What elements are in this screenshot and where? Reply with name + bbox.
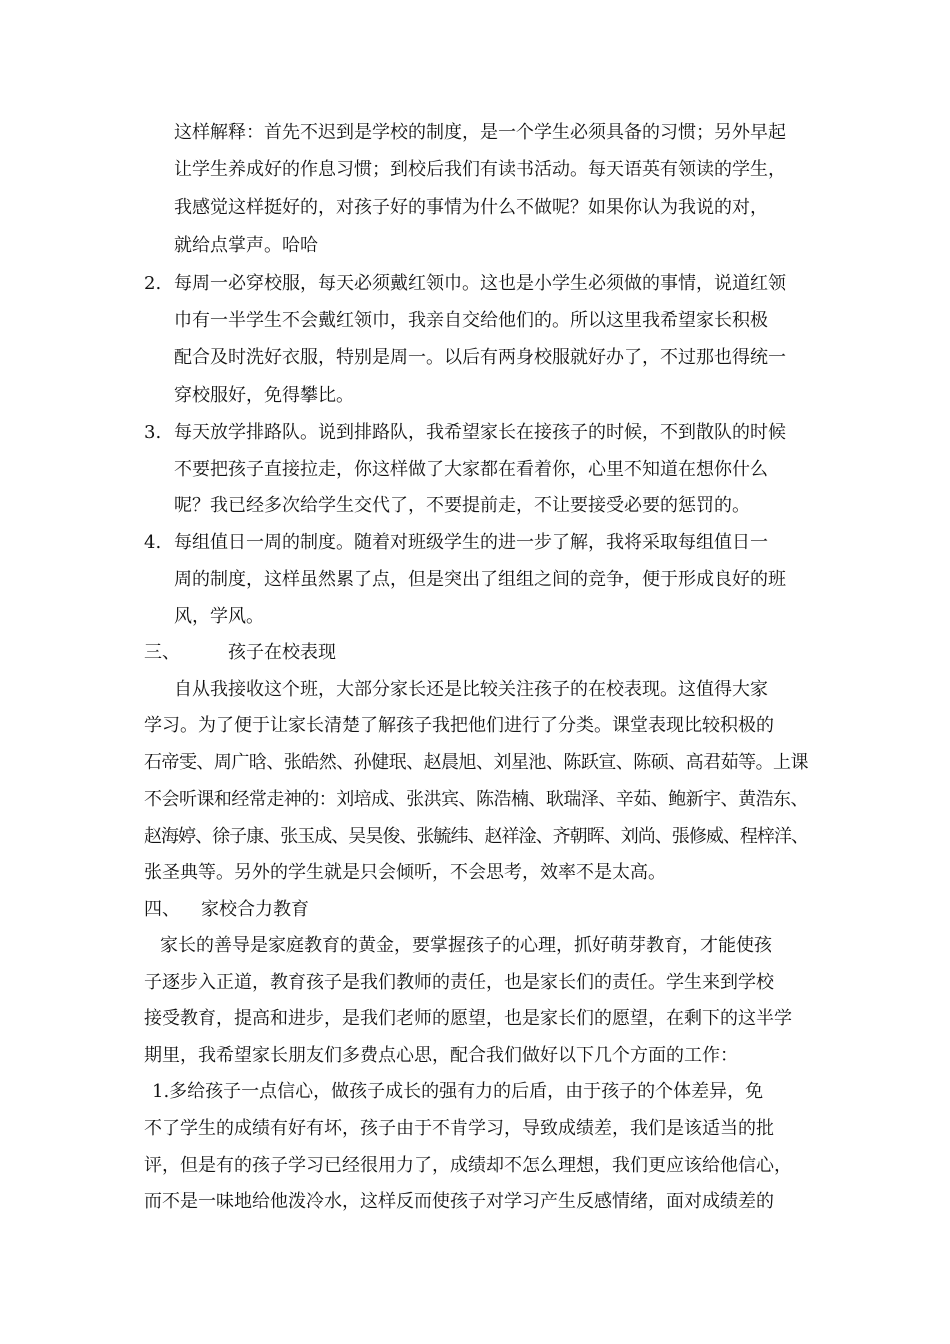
paragraph-line: 评，但是有的孩子学习已经很用力了，成绩却不怎么理想，我们更应该给他信心， (144, 1155, 792, 1176)
paragraph-line: 这样解释：首先不迟到是学校的制度，是一个学生必须具备的习惯；另外早起 (174, 122, 786, 143)
paragraph-line: 配合及时洗好衣服，特别是周一。以后有两身校服就好办了，不过那也得统一 (174, 347, 786, 368)
list-number: 3. (144, 422, 162, 443)
paragraph-line: 不要把孩子直接拉走，你这样做了大家都在看着你，心里不知道在想你什么 (174, 459, 768, 480)
paragraph-line: 赵海婷、徐子康、张玉成、吴昊俊、张毓纬、赵祥淦、齐朝晖、刘尚、張修威、程梓洋、 (144, 826, 808, 847)
paragraph-line: 家长的善导是家庭教育的黄金，要掌握孩子的心理，抓好萌芽教育，才能使孩 (160, 935, 772, 956)
section-number: 三、 (144, 642, 180, 663)
paragraph-line: 不会听课和经常走神的：刘培成、张洪宾、陈浩楠、耿瑞泽、辛茹、鲍新宇、黄浩东、 (144, 789, 808, 810)
paragraph-line: 每周一必穿校服，每天必须戴红领巾。这也是小学生必须做的事情，说道红领 (174, 273, 786, 294)
paragraph-line: 让学生养成好的作息习惯；到校后我们有读书活动。每天语英有领读的学生， (174, 159, 786, 180)
list-number: 4. (144, 532, 162, 553)
paragraph-line: 张圣典等。另外的学生就是只会倾听，不会思考，效率不是太高。 (144, 862, 666, 883)
paragraph-line: 周的制度，这样虽然累了点，但是突出了组组之间的竞争，便于形成良好的班 (174, 569, 786, 590)
section-title: 家校合力教育 (201, 899, 309, 920)
paragraph-line: 期里，我希望家长朋友们多费点心思，配合我们做好以下几个方面的工作： (144, 1045, 738, 1066)
paragraph-line: 每组值日一周的制度。随着对班级学生的进一步了解，我将采取每组值日一 (174, 532, 768, 553)
paragraph-line: 学习。为了便于让家长清楚了解孩子我把他们进行了分类。课堂表现比较积极的 (144, 715, 774, 736)
section-title: 孩子在校表现 (228, 642, 336, 663)
paragraph-line: 子逐步入正道，教育孩子是我们教师的责任，也是家长们的责任。学生来到学校 (144, 972, 774, 993)
paragraph-line: 穿校服好，免得攀比。 (174, 385, 354, 406)
paragraph-line: 巾有一半学生不会戴红领巾，我亲自交给他们的。所以这里我希望家长积极 (174, 310, 768, 331)
paragraph-line: 石帝雯、周广晗、张皓然、孙健珉、赵晨旭、刘星池、陈跃宣、陈硕、高君茹等。上课 (144, 752, 808, 773)
paragraph-line: 不了学生的成绩有好有坏，孩子由于不肯学习，导致成绩差，我们是该适当的批 (144, 1118, 774, 1139)
paragraph-line: 风，学风。 (174, 606, 264, 627)
paragraph-line: 每天放学排路队。说到排路队，我希望家长在接孩子的时候，不到散队的时候 (174, 422, 786, 443)
paragraph-line: 而不是一味地给他泼冷水，这样反而使孩子对学习产生反感情绪，面对成绩差的 (144, 1191, 774, 1212)
paragraph-line: 就给点掌声。哈哈 (174, 235, 318, 256)
paragraph-line: 呢？我已经多次给学生交代了，不要提前走，不让要接受必要的惩罚的。 (174, 495, 750, 516)
paragraph-line: 自从我接收这个班，大部分家长还是比较关注孩子的在校表现。这值得大家 (174, 679, 768, 700)
list-number: 2. (144, 273, 162, 294)
section-number: 四、 (144, 899, 180, 920)
paragraph-line: 接受教育，提高和进步，是我们老师的愿望，也是家长们的愿望，在剩下的这半学 (144, 1008, 792, 1029)
paragraph-line: 1.多给孩子一点信心，做孩子成长的强有力的后盾，由于孩子的个体差异，免 (152, 1081, 764, 1102)
paragraph-line: 我感觉这样挺好的，对孩子好的事情为什么不做呢？如果你认为我说的对， (174, 197, 768, 218)
